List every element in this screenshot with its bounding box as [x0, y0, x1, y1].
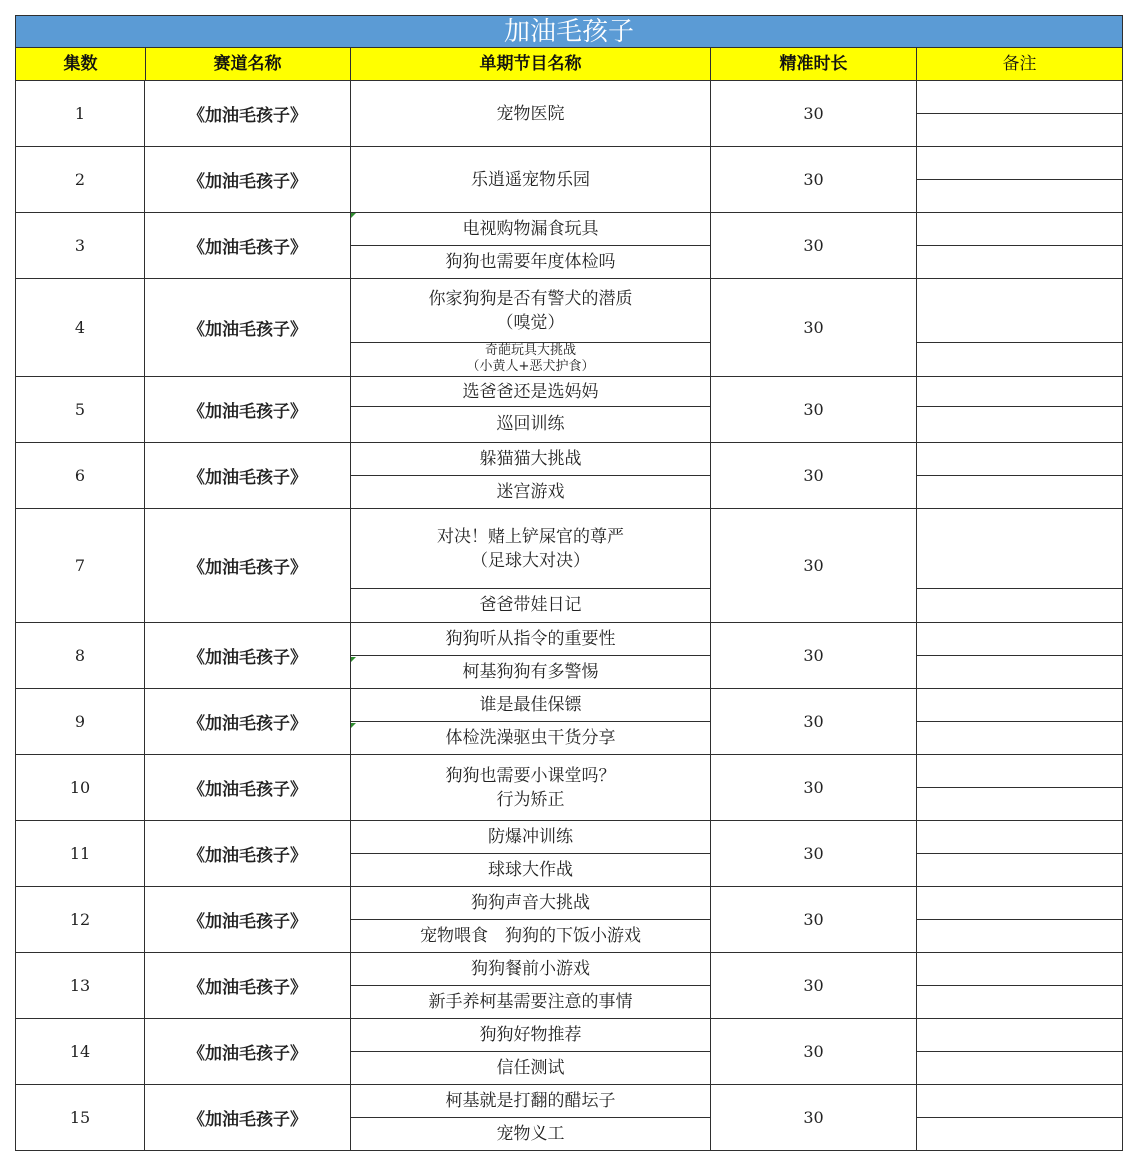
table-row — [15, 755, 1123, 821]
note-input[interactable] — [917, 689, 1122, 722]
note-input[interactable] — [917, 180, 1122, 211]
note-cell — [917, 279, 1123, 377]
program-name-cell — [351, 1019, 711, 1085]
note-input[interactable] — [917, 887, 1122, 920]
program-name[interactable]: 宠物喂食 狗狗的下饭小游戏 — [420, 925, 641, 946]
track-name-cell[interactable]: 《加油毛孩子》 — [145, 147, 351, 213]
header-episode[interactable]: 集数 — [15, 47, 146, 81]
program-name-cell — [351, 377, 711, 443]
duration-cell[interactable]: 30 — [711, 623, 917, 689]
track-name-cell[interactable]: 《加油毛孩子》 — [145, 213, 351, 279]
duration-cell[interactable]: 30 — [711, 755, 917, 821]
note-cell — [917, 443, 1123, 509]
note-input[interactable] — [917, 986, 1122, 1017]
note-cell — [917, 81, 1123, 147]
program-name[interactable]: 巡回训练 — [496, 414, 565, 434]
note-cell — [917, 377, 1123, 443]
program-name-cell — [351, 509, 711, 623]
table-row — [15, 1085, 1123, 1151]
episode-cell[interactable]: 3 — [15, 213, 145, 279]
program-name[interactable]: 乐逍遥宠物乐园 — [471, 169, 590, 190]
episode-cell[interactable]: 4 — [15, 279, 145, 377]
track-name-cell[interactable]: 《加油毛孩子》 — [145, 887, 351, 953]
table-row — [15, 509, 1123, 623]
episode-cell[interactable]: 10 — [15, 755, 145, 821]
note-input[interactable] — [917, 476, 1122, 507]
track-name-cell[interactable]: 《加油毛孩子》 — [145, 377, 351, 443]
note-cell — [917, 623, 1123, 689]
track-name-cell[interactable]: 《加油毛孩子》 — [145, 279, 351, 377]
track-name-cell[interactable]: 《加油毛孩子》 — [145, 81, 351, 147]
program-name-cell — [351, 1085, 711, 1151]
note-input[interactable] — [917, 1019, 1122, 1052]
episode-cell[interactable]: 9 — [15, 689, 145, 755]
note-input[interactable] — [917, 1085, 1122, 1118]
program-name[interactable]: 防爆冲训练 — [351, 821, 710, 854]
duration-cell[interactable]: 30 — [711, 509, 917, 623]
note-cell — [917, 821, 1123, 887]
note-input[interactable] — [917, 147, 1122, 180]
track-name-cell[interactable]: 《加油毛孩子》 — [145, 623, 351, 689]
program-name[interactable]: 狗狗声音大挑战 — [351, 887, 710, 920]
duration-cell[interactable]: 30 — [711, 81, 917, 147]
header-program[interactable]: 单期节目名称 — [351, 47, 711, 81]
duration-cell[interactable]: 30 — [711, 953, 917, 1019]
note-input[interactable] — [917, 755, 1122, 788]
track-name-cell[interactable]: 《加油毛孩子》 — [145, 755, 351, 821]
table-row — [15, 1019, 1123, 1085]
program-name[interactable]: 宠物医院 — [496, 103, 565, 124]
note-cell — [917, 689, 1123, 755]
note-cell — [917, 147, 1123, 213]
table-row — [15, 443, 1123, 509]
track-name-cell[interactable]: 《加油毛孩子》 — [145, 821, 351, 887]
note-input[interactable] — [917, 656, 1122, 687]
note-input[interactable] — [917, 821, 1122, 854]
program-name[interactable]: 狗狗餐前小游戏 — [351, 953, 710, 986]
note-input[interactable] — [917, 443, 1122, 476]
comment-indicator-icon — [351, 657, 356, 662]
note-input[interactable] — [917, 920, 1122, 951]
note-input[interactable] — [917, 589, 1122, 621]
note-input[interactable] — [917, 623, 1122, 656]
spreadsheet — [15, 15, 1123, 1153]
table-row — [15, 689, 1123, 755]
episode-cell[interactable]: 5 — [15, 377, 145, 443]
table-row — [15, 821, 1123, 887]
program-name[interactable]: 电视购物漏食玩具 — [351, 213, 710, 246]
note-input[interactable] — [917, 407, 1122, 441]
program-name[interactable]: 体检洗澡驱虫干货分享 — [445, 727, 616, 748]
note-cell — [917, 1085, 1123, 1151]
program-name[interactable]: 奇葩玩具大挑战 （小黄人+恶犬护食） — [466, 343, 595, 374]
episode-cell[interactable]: 12 — [15, 887, 145, 953]
program-name[interactable]: 柯基狗狗有多警惕 — [462, 661, 599, 682]
track-name-cell[interactable]: 《加油毛孩子》 — [145, 689, 351, 755]
note-input[interactable] — [917, 213, 1122, 246]
episode-cell[interactable]: 14 — [15, 1019, 145, 1085]
episode-cell[interactable]: 13 — [15, 953, 145, 1019]
track-name-cell[interactable]: 《加油毛孩子》 — [145, 443, 351, 509]
duration-cell[interactable]: 30 — [711, 279, 917, 377]
program-name[interactable]: 狗狗也需要年度体检吗 — [445, 251, 616, 272]
duration-cell[interactable]: 30 — [711, 1019, 917, 1085]
note-input[interactable] — [917, 1118, 1122, 1149]
sheet-title[interactable]: 加油毛孩子 — [15, 15, 1123, 48]
program-name[interactable]: 狗狗也需要小课堂吗？ 行为矫正 — [445, 765, 616, 810]
program-name[interactable]: 信任测试 — [496, 1057, 565, 1078]
table-row — [15, 377, 1123, 443]
program-name-cell — [351, 279, 711, 377]
note-input[interactable] — [917, 343, 1122, 375]
duration-cell[interactable]: 30 — [711, 213, 917, 279]
program-name-cell — [351, 443, 711, 509]
table-row — [15, 887, 1123, 953]
note-cell — [917, 213, 1123, 279]
table-row — [15, 81, 1123, 147]
episode-cell[interactable]: 8 — [15, 623, 145, 689]
episode-cell[interactable]: 15 — [15, 1085, 145, 1151]
program-name[interactable]: 新手养柯基需要注意的事情 — [428, 991, 633, 1012]
episode-cell[interactable]: 7 — [15, 509, 145, 623]
program-name-cell — [351, 81, 711, 147]
header-row — [15, 47, 1123, 81]
program-name[interactable]: 宠物义工 — [496, 1123, 565, 1144]
program-name-cell — [351, 755, 711, 821]
header-duration[interactable]: 精准时长 — [711, 47, 917, 81]
table-row — [15, 279, 1123, 377]
note-input[interactable] — [917, 279, 1122, 343]
program-name-cell — [351, 887, 711, 953]
episode-cell[interactable]: 1 — [15, 81, 145, 147]
table-row — [15, 623, 1123, 689]
program-name-cell — [351, 147, 711, 213]
note-cell — [917, 1019, 1123, 1085]
header-note[interactable]: 备注 — [917, 47, 1123, 81]
duration-cell[interactable]: 30 — [711, 1085, 917, 1151]
program-name-cell — [351, 821, 711, 887]
note-input[interactable] — [917, 1052, 1122, 1083]
comment-indicator-icon — [351, 723, 356, 728]
note-input[interactable] — [917, 509, 1122, 589]
duration-cell[interactable]: 30 — [711, 443, 917, 509]
program-name-cell — [351, 623, 711, 689]
note-input[interactable] — [917, 788, 1122, 819]
program-name-cell — [351, 953, 711, 1019]
note-input[interactable] — [917, 246, 1122, 277]
note-input[interactable] — [917, 953, 1122, 986]
program-name[interactable]: 球球大作战 — [488, 859, 573, 880]
program-name[interactable]: 对决！赌上铲屎官的尊严 （足球大对决） — [351, 509, 710, 589]
table-row — [15, 953, 1123, 1019]
note-cell — [917, 509, 1123, 623]
program-name[interactable]: 狗狗听从指令的重要性 — [351, 623, 710, 656]
track-name-cell[interactable]: 《加油毛孩子》 — [145, 1019, 351, 1085]
program-name[interactable]: 爸爸带娃日记 — [479, 595, 582, 615]
duration-cell[interactable]: 30 — [711, 147, 917, 213]
program-name-cell — [351, 689, 711, 755]
note-input[interactable] — [917, 114, 1122, 145]
duration-cell[interactable]: 30 — [711, 689, 917, 755]
duration-cell[interactable]: 30 — [711, 821, 917, 887]
header-track[interactable]: 赛道名称 — [145, 47, 351, 81]
table-body — [15, 81, 1123, 1153]
table-row — [15, 213, 1123, 279]
note-input[interactable] — [917, 377, 1122, 407]
track-name-cell[interactable]: 《加油毛孩子》 — [145, 1085, 351, 1151]
track-name-cell[interactable]: 《加油毛孩子》 — [145, 953, 351, 1019]
program-name[interactable]: 狗狗好物推荐 — [351, 1019, 710, 1052]
program-name[interactable]: 你家狗狗是否有警犬的潜质 （嗅觉） — [351, 279, 710, 343]
duration-cell[interactable]: 30 — [711, 887, 917, 953]
program-name[interactable]: 选爸爸还是选妈妈 — [351, 377, 710, 407]
program-name[interactable]: 谁是最佳保镖 — [351, 689, 710, 722]
program-name-cell — [351, 213, 711, 279]
table-row — [15, 147, 1123, 213]
episode-cell[interactable]: 11 — [15, 821, 145, 887]
episode-cell[interactable]: 2 — [15, 147, 145, 213]
note-input[interactable] — [917, 81, 1122, 114]
note-cell — [917, 953, 1123, 1019]
note-cell — [917, 887, 1123, 953]
note-input[interactable] — [917, 722, 1122, 753]
note-input[interactable] — [917, 854, 1122, 885]
track-name-cell[interactable]: 《加油毛孩子》 — [145, 509, 351, 623]
episode-cell[interactable]: 6 — [15, 443, 145, 509]
program-name[interactable]: 柯基就是打翻的醋坛子 — [351, 1085, 710, 1118]
comment-indicator-icon — [351, 213, 356, 218]
program-name[interactable]: 躲猫猫大挑战 — [351, 443, 710, 476]
program-name[interactable]: 迷宫游戏 — [496, 481, 565, 502]
duration-cell[interactable]: 30 — [711, 377, 917, 443]
note-cell — [917, 755, 1123, 821]
